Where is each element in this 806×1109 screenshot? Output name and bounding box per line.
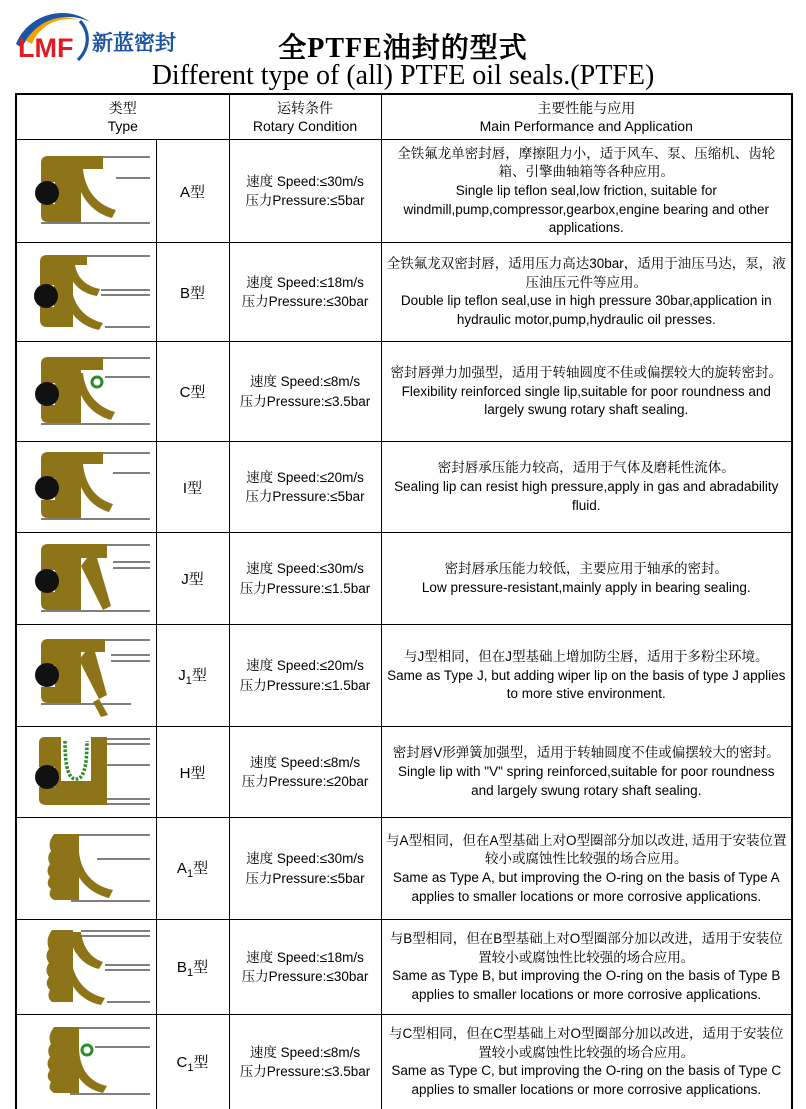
seal-diagram-i-icon — [21, 444, 153, 530]
description-en: Single lip teflon seal,low friction, suitable for windmill,pump,compressor,gearbox,engine bearing and other applications. — [403, 183, 769, 236]
seal-diagram-cell — [16, 442, 156, 533]
rotary-condition-cell — [229, 533, 381, 625]
description-cn: 与B型相同，但在B型基础上对O型圈部分加以改进，适用于安装位置较小或腐蚀性比较强的场合应用。 — [389, 931, 783, 965]
seal-diagram-cell — [16, 920, 156, 1015]
rotary-condition-cell — [229, 442, 381, 533]
seal-table-row — [16, 920, 792, 1015]
header-type-cn: 类型 — [108, 100, 137, 116]
seal-table-row — [16, 140, 792, 243]
description-en: Same as Type J, but adding wiper lip on the basis of type J applies to more stive environment. — [387, 667, 786, 702]
page-title-en: Different type of (all) PTFE oil seals.(PTFE) — [151, 60, 655, 91]
type-label: I型 — [156, 442, 229, 533]
seal-diagram-a-icon — [21, 148, 153, 234]
description-cn: 全铁氟龙单密封唇，摩擦阻力小，适于风车、泵、压缩机、齿轮箱、引擎曲轴箱等各种应用。 — [397, 145, 776, 180]
seal-diagram-b1-icon — [21, 924, 153, 1010]
description-en: Single lip with "V" spring reinforced,suitable for poor roundness and largely swung rotary shaft sealing. — [397, 764, 775, 798]
seal-table-row — [16, 818, 792, 920]
pressure-text: 压力Pressure:≤1.5bar — [239, 677, 371, 693]
pressure-text: 压力Pressure:≤5bar — [245, 193, 365, 209]
pressure-text: 压力Pressure:≤3.5bar — [239, 1064, 371, 1080]
logo-abbr: LMF — [18, 33, 74, 63]
description-cn: 密封唇V形弹簧加强型，适用于转轴圆度不佳或偏摆较大的密封。 — [392, 745, 780, 761]
rotary-condition-cell — [229, 727, 381, 818]
description-cn: 与C型相同，但在C型基础上对O型圈部分加以改进，适用于安装位置较小或腐蚀性比较强的场合应用。 — [389, 1025, 784, 1060]
seal-diagram-cell — [16, 243, 156, 342]
performance-cell — [381, 727, 792, 818]
speed-text: 速度 Speed:≤8m/s — [249, 374, 361, 390]
description-en: Double lip teflon seal,use in high pressure 30bar,application in hydraulic motor,pump,hydraulic oil presses. — [400, 293, 772, 327]
header-condition-cn: 运转条件 — [277, 100, 334, 116]
seal-table-row — [16, 1015, 792, 1109]
seal-table-body — [16, 140, 792, 1109]
seal-diagram-h-icon — [21, 729, 153, 815]
type-label: C型 — [156, 342, 229, 442]
logo-name-cn: 新蓝密封 — [92, 32, 176, 55]
performance-cell — [381, 920, 792, 1015]
seal-diagram-a1-icon — [21, 826, 153, 912]
seal-table-row — [16, 727, 792, 818]
header-performance — [381, 94, 792, 140]
performance-cell — [381, 342, 792, 442]
performance-cell — [381, 1015, 792, 1109]
seal-diagram-b-icon — [21, 249, 153, 335]
pressure-text: 压力Pressure:≤20bar — [241, 774, 369, 790]
speed-text: 速度 Speed:≤8m/s — [249, 754, 361, 770]
type-label: $A_1$型 — [156, 818, 229, 920]
rotary-condition-cell — [229, 920, 381, 1015]
header-condition-en: Rotary Condition — [252, 118, 358, 135]
seal-table-row — [16, 625, 792, 727]
seal-diagram-j1-icon — [21, 633, 153, 719]
description-en: Same as Type B, but improving the O-ring on the basis of Type B applies to smaller locations or more corrosive applications. — [392, 968, 781, 1002]
performance-cell — [381, 818, 792, 920]
seal-diagram-cell — [16, 625, 156, 727]
description-en: Same as Type A, but improving the O-ring on the basis of Type A applies to smaller locations or more corrosive applications. — [392, 869, 780, 904]
seal-diagram-cell — [16, 1015, 156, 1109]
pressure-text: 压力Pressure:≤1.5bar — [239, 580, 371, 596]
rotary-condition-cell — [229, 818, 381, 920]
seal-table-row — [16, 342, 792, 442]
seal-table-row — [16, 442, 792, 533]
performance-cell — [381, 625, 792, 727]
description-cn: 密封唇弹力加强型，适用于转轴圆度不佳或偏摆较大的旋转密封。 — [390, 364, 783, 380]
speed-text: 速度 Speed:≤20m/s — [246, 469, 364, 485]
speed-text: 速度 Speed:≤30m/s — [246, 561, 364, 577]
type-label: $B_1$型 — [156, 920, 229, 1015]
speed-text: 速度 Speed:≤8m/s — [249, 1044, 361, 1060]
speed-text: 速度 Speed:≤30m/s — [246, 173, 364, 189]
seal-diagram-cell — [16, 818, 156, 920]
description-cn: 密封唇承压能力较低，主要应用于轴承的密封。 — [444, 561, 729, 577]
description-en: Same as Type C, but improving the O-ring on the basis of Type C applies to smaller locations or more corrosive applications. — [391, 1063, 782, 1097]
speed-text: 速度 Speed:≤20m/s — [246, 658, 364, 674]
header-rotary-condition — [229, 94, 381, 140]
seal-table-row — [16, 243, 792, 342]
header-type — [16, 94, 229, 140]
rotary-condition-cell — [229, 342, 381, 442]
pressure-text: 压力Pressure:≤30bar — [241, 969, 369, 985]
performance-cell — [381, 533, 792, 625]
rotary-condition-cell — [229, 625, 381, 727]
header-performance-en: Main Performance and Application — [479, 118, 693, 135]
type-label: B型 — [156, 243, 229, 342]
table-header-row — [16, 94, 792, 140]
performance-cell — [381, 140, 792, 243]
seal-diagram-c1-icon — [21, 1019, 153, 1105]
pressure-text: 压力Pressure:≤3.5bar — [239, 393, 371, 409]
seal-table-row — [16, 533, 792, 625]
rotary-condition-cell — [229, 140, 381, 243]
rotary-condition-cell — [229, 243, 381, 342]
seal-diagram-cell — [16, 140, 156, 243]
description-en: Low pressure-resistant,mainly apply in bearing sealing. — [421, 579, 751, 595]
seal-diagram-cell — [16, 342, 156, 442]
pressure-text: 压力Pressure:≤5bar — [245, 489, 365, 505]
seal-diagram-c-icon — [21, 349, 153, 435]
seal-type-table — [15, 93, 793, 1109]
seal-diagram-j-icon — [21, 536, 153, 622]
description-cn: 与A型相同，但在A型基础上对O型圈部分加以改进, 适用于安装位置较小或腐蚀性比较强的场合应用。 — [386, 832, 787, 867]
header-type-en: Type — [107, 118, 138, 135]
description-cn: 密封唇承压能力较高，适用于气体及磨耗性流体。 — [437, 460, 735, 476]
page-title-cn: 全PTFE油封的型式 — [278, 33, 528, 64]
performance-cell — [381, 243, 792, 342]
type-label: $J_1$型 — [156, 625, 229, 727]
seal-diagram-cell — [16, 727, 156, 818]
rotary-condition-cell — [229, 1015, 381, 1109]
pressure-text: 压力Pressure:≤5bar — [245, 870, 365, 886]
type-label: J型 — [156, 533, 229, 625]
speed-text: 速度 Speed:≤30m/s — [246, 851, 364, 867]
speed-text: 速度 Speed:≤18m/s — [246, 949, 364, 965]
description-en: Flexibility reinforced single lip,suitable for poor roundness and largely swung rotary shaft sealing. — [401, 383, 771, 418]
performance-cell — [381, 442, 792, 533]
type-label: A型 — [156, 140, 229, 243]
type-label: $C_1$型 — [156, 1015, 229, 1109]
type-label: H型 — [156, 727, 229, 818]
header-performance-cn: 主要性能与应用 — [537, 100, 636, 116]
description-cn: 与J型相同，但在J型基础上增加防尘唇，适用于多粉尘环境。 — [404, 648, 769, 664]
description-cn: 全铁氟龙双密封唇，适用压力高达30bar，适用于油压马达，泵，液压油压元件等应用。 — [386, 256, 786, 290]
seal-diagram-cell — [16, 533, 156, 625]
pressure-text: 压力Pressure:≤30bar — [241, 294, 369, 310]
speed-text: 速度 Speed:≤18m/s — [246, 274, 364, 290]
description-en: Sealing lip can resist high pressure,apply in gas and abradability fluid. — [394, 479, 779, 513]
